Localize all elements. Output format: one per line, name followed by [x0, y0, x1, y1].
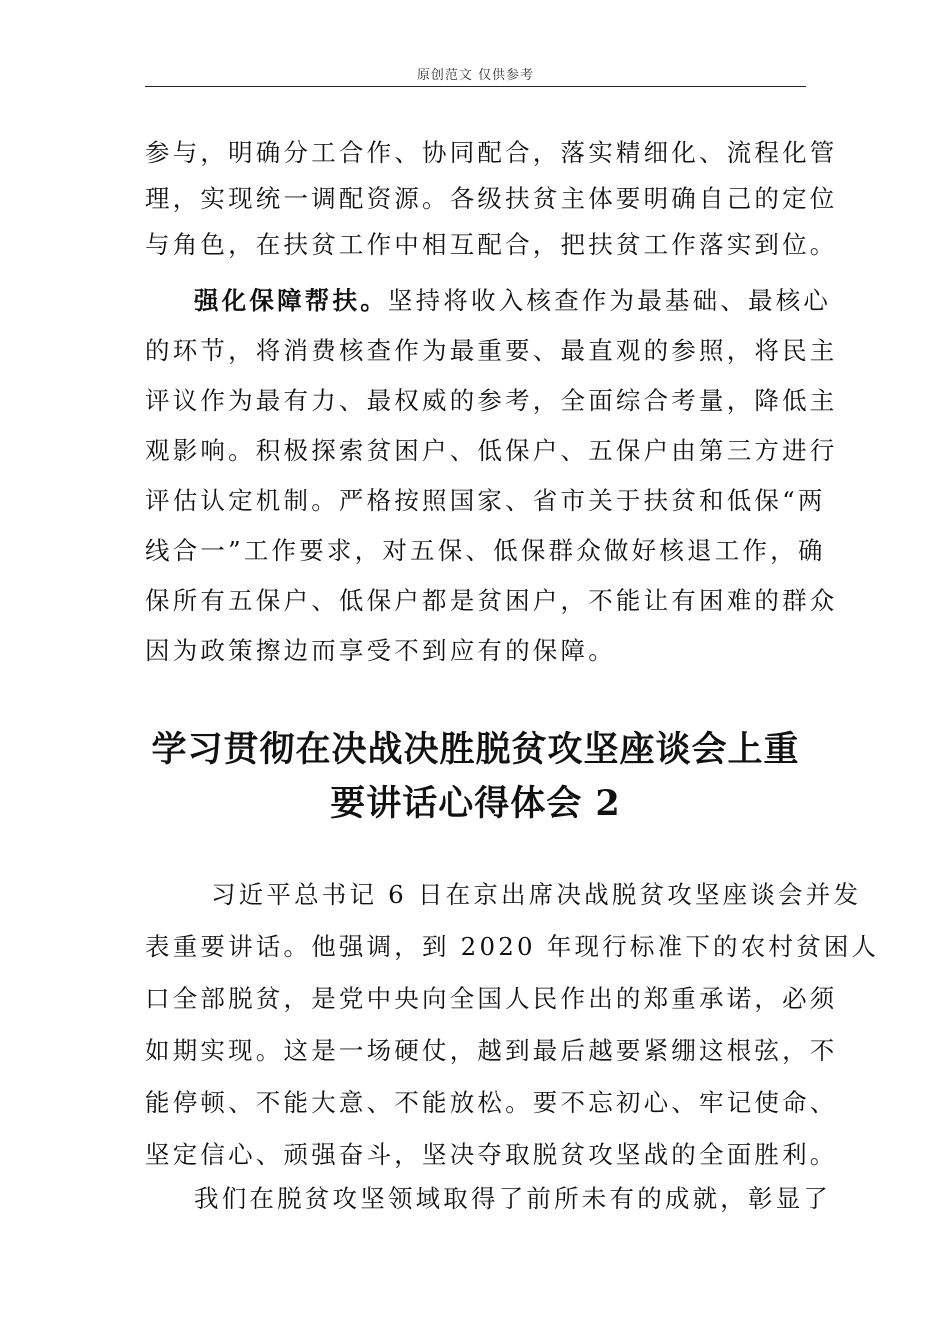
header-text: 原创范文 仅供参考 — [416, 68, 535, 83]
text-line: 的环节，将消费核查作为最重要、最直观的参照，将民主 — [145, 336, 838, 365]
text-line: 理，实现统一调配资源。各级扶贫主体要明确自己的定位 — [145, 184, 838, 213]
text-segment: 坚持将收入核查作为最基础、最核心 — [387, 286, 832, 315]
text-line: 因为政策擦边而享受不到应有的保障。 — [145, 636, 616, 665]
article-title-line-1: 学习贯彻在决战决胜脱贫攻坚座谈会上重 — [151, 729, 800, 770]
text-line — [194, 276, 831, 326]
text-line: 口全部脱贫，是党中央向全国人民作出的郑重承诺，必须 — [145, 984, 838, 1013]
text-line: 评议作为最有力、最权威的参考，全面综合考量，降低主 — [145, 386, 838, 415]
text-line: 保所有五保户、低保户都是贫困户，不能让有困难的群众 — [145, 586, 838, 615]
text-line: 评估认定机制。严格按照国家、省市关于扶贫和低保“两 — [145, 486, 826, 515]
text-line: 观影响。积极探索贫困户、低保户、五保户由第三方进行 — [145, 436, 838, 465]
article-title-line-2: 要讲话心得体会 2 — [330, 783, 621, 824]
text-line: 坚定信心、顽强奋斗，坚决夺取脱贫攻坚战的全面胜利。 — [145, 1140, 838, 1169]
text-line: 与角色，在扶贫工作中相互配合，把扶贫工作落实到位。 — [145, 230, 838, 259]
page-header — [145, 64, 806, 87]
text-line: 我们在脱贫攻坚领域取得了前所未有的成就，彰显了 — [194, 1184, 832, 1213]
text-line: 参与，明确分工合作、协同配合，落实精细化、流程化管 — [145, 138, 838, 167]
text-line: 习近平总书记 6 日在京出席决战脱贫攻坚座谈会并发 — [211, 880, 862, 909]
text-line: 能停顿、不能大意、不能放松。要不忘初心、牢记使命、 — [145, 1088, 838, 1117]
text-line: 线合一”工作要求，对五保、低保群众做好核退工作，确 — [145, 536, 826, 565]
text-line: 如期实现。这是一场硬仗，越到最后越要紧绷这根弦，不 — [145, 1036, 838, 1065]
text-line: 表重要讲话。他强调，到 2020 年现行标准下的农村贫困人 — [145, 932, 880, 961]
paragraph-heading: 强化保障帮扶。 — [194, 286, 388, 315]
